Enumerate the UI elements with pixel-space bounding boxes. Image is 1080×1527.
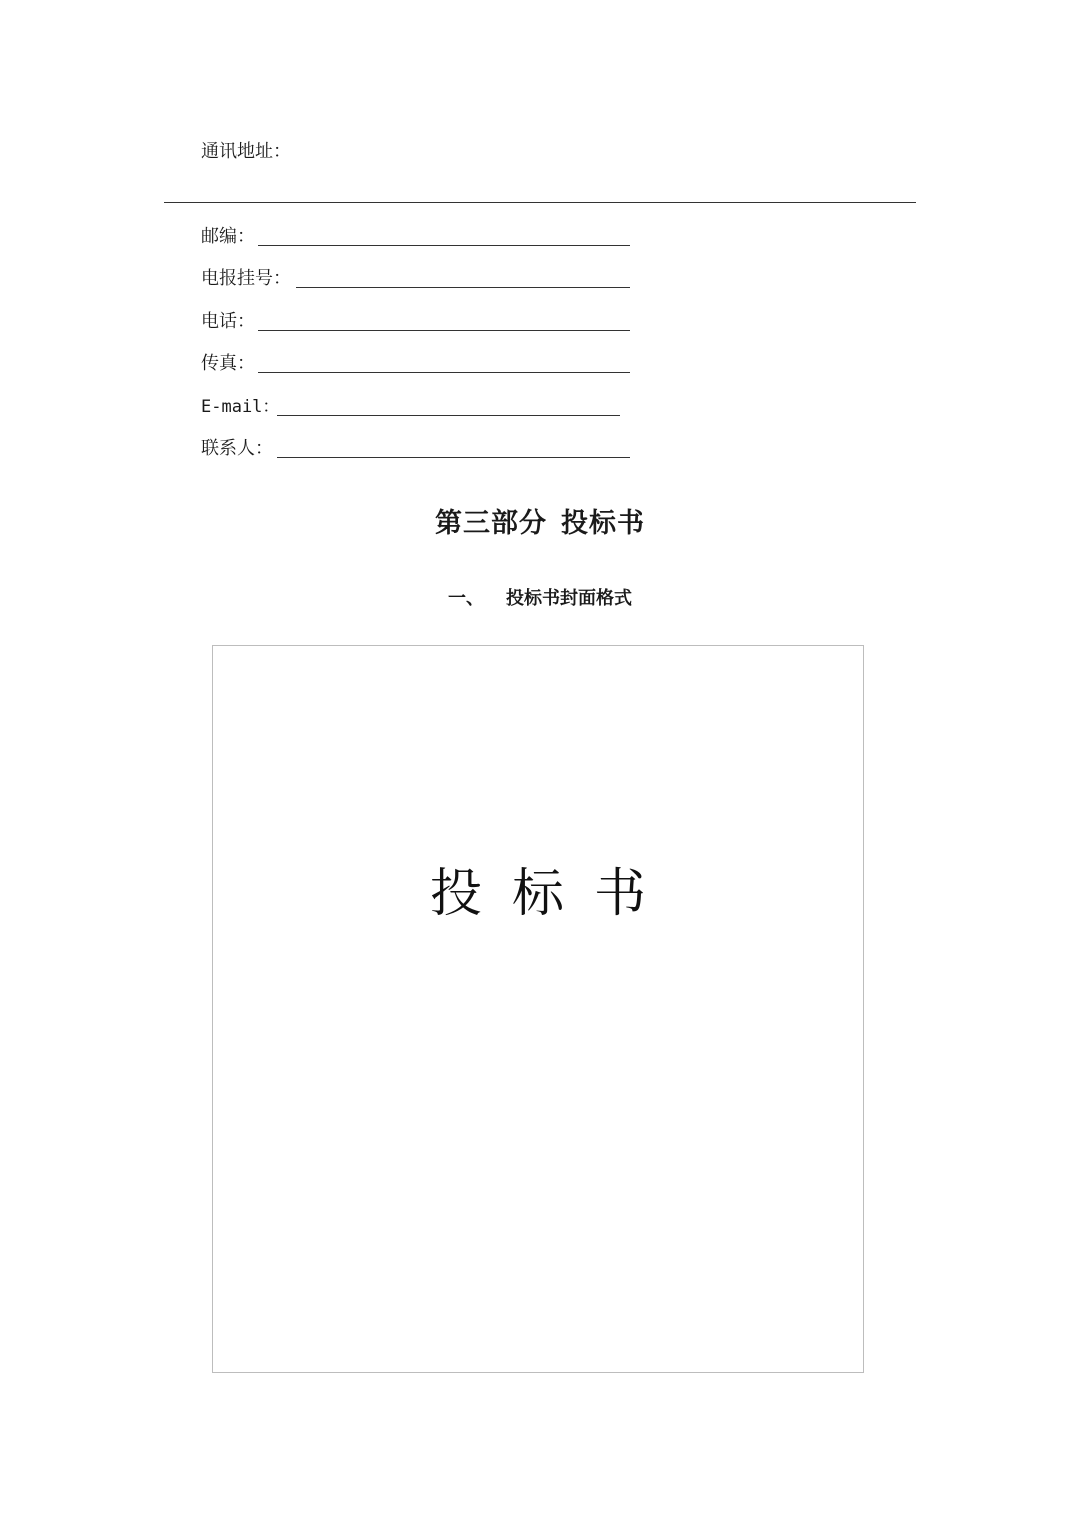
section-title [0, 506, 1080, 542]
subsection-text: 投标书封面格式 [506, 588, 632, 609]
address-line [164, 202, 916, 203]
address-label: 通讯地址： [201, 141, 291, 162]
contact-person-line [277, 457, 630, 458]
postcode-line [258, 245, 630, 246]
email-line [277, 415, 620, 416]
postcode-label: 邮编： [201, 226, 255, 247]
cover-title: 投标书 [429, 864, 676, 924]
contact-person-label: 联系人： [201, 438, 273, 459]
cover-frame [212, 645, 864, 1373]
telegraph-line [296, 287, 630, 288]
phone-label: 电话： [201, 311, 255, 332]
section-name: 投标书 [561, 508, 645, 539]
telegraph-label: 电报挂号： [201, 268, 291, 289]
fax-line [258, 372, 630, 373]
email-label: E-mail： [201, 397, 280, 417]
subsection-number: 一、 [448, 588, 484, 609]
subsection-title [0, 586, 1080, 612]
section-part: 第三部分 [435, 508, 547, 539]
phone-line [258, 330, 630, 331]
fax-label: 传真： [201, 353, 255, 374]
